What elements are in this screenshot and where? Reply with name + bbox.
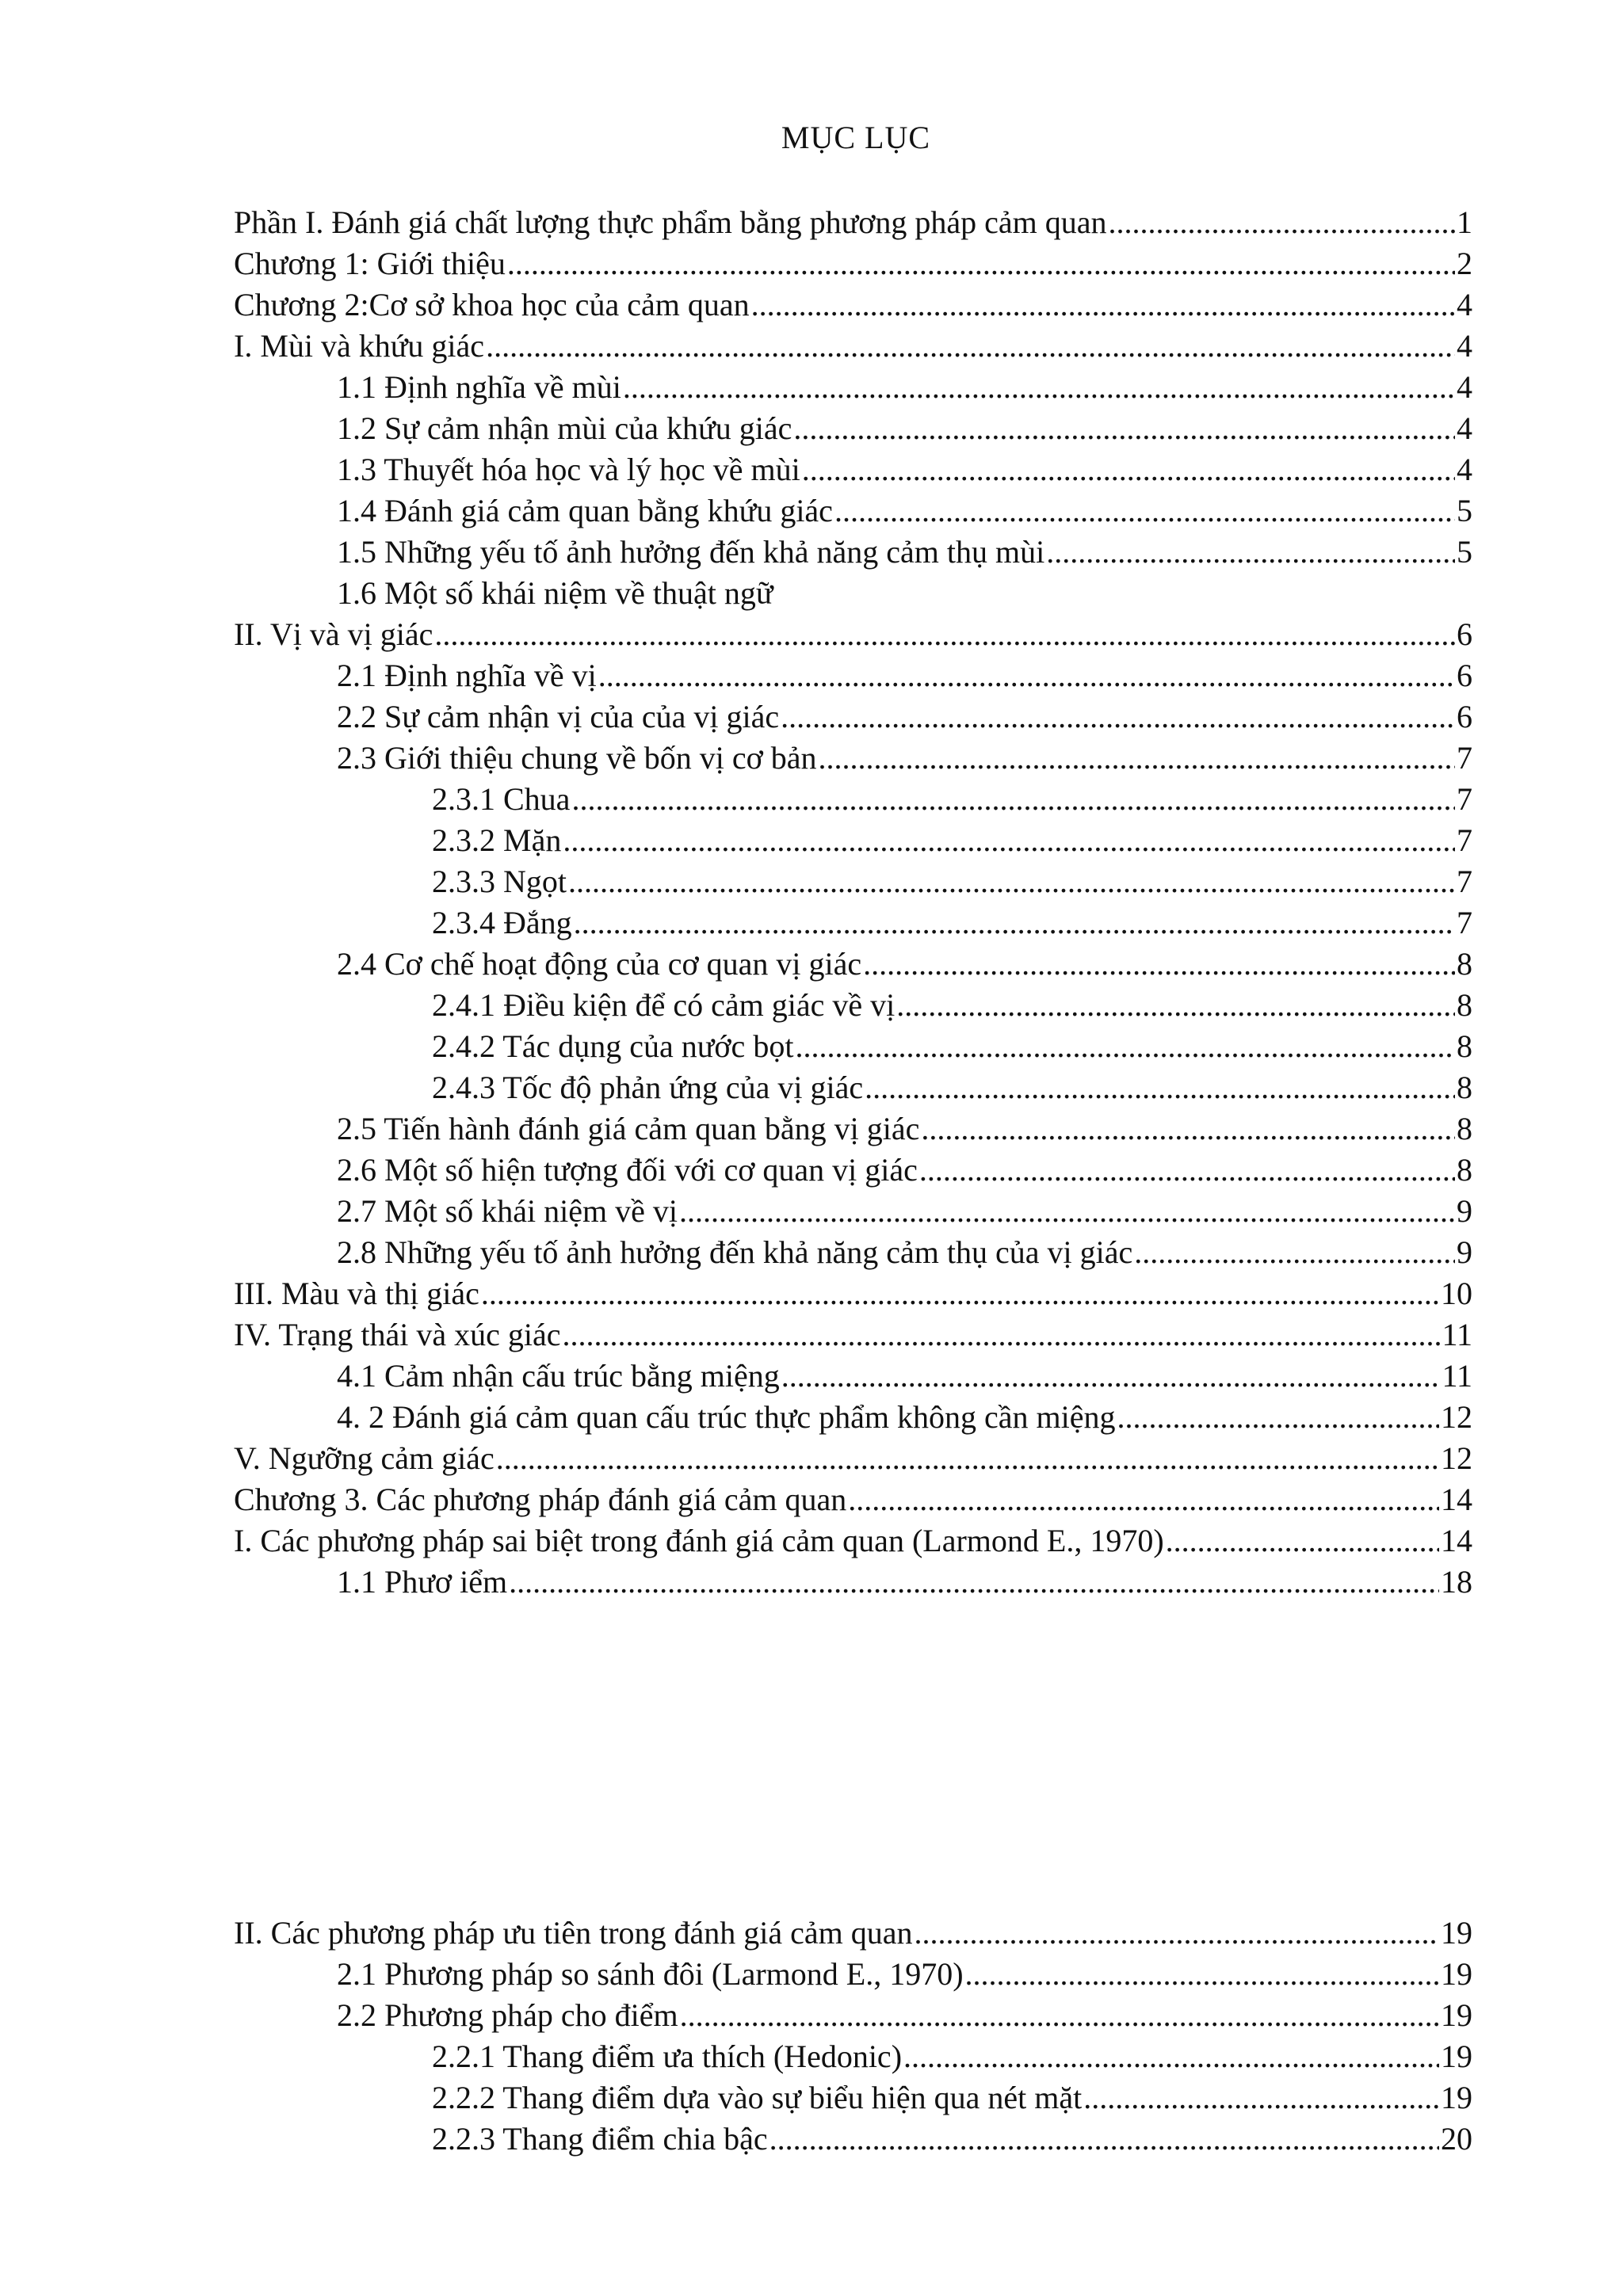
toc-leader-dots bbox=[623, 367, 1455, 408]
toc-entry[interactable] bbox=[234, 1562, 1472, 1603]
toc-entry-label: Phần I. Đánh giá chất lượng thực phẩm bằng phương pháp cảm quan bbox=[234, 204, 1107, 240]
toc-entry-label: 2.3.4 Đắng bbox=[432, 905, 572, 940]
toc-entry[interactable] bbox=[234, 1356, 1472, 1397]
toc-entry[interactable] bbox=[234, 1191, 1472, 1232]
toc-block-1 bbox=[234, 202, 1472, 1603]
toc-leader-dots bbox=[434, 614, 1455, 655]
toc-entry-page-number: 14 bbox=[1441, 1482, 1472, 1517]
toc-entry[interactable] bbox=[234, 2077, 1472, 2119]
toc-entry-label: 2.1 Phương pháp so sánh đôi (Larmond E., 1970) bbox=[337, 1956, 964, 1992]
toc-entry-label: II. Các phương pháp ưu tiên trong đánh giá cảm quan bbox=[234, 1915, 913, 1951]
toc-entry-page-number: 12 bbox=[1441, 1399, 1472, 1435]
toc-entry[interactable] bbox=[234, 1913, 1472, 1954]
toc-entry-label: I. Các phương pháp sai biệt trong đánh giá cảm quan (Larmond E., 1970) bbox=[234, 1523, 1164, 1558]
toc-entry-page-number: 12 bbox=[1441, 1440, 1472, 1476]
toc-entry-label: Chương 2:Cơ sở khoa học của cảm quan bbox=[234, 287, 750, 322]
toc-leader-dots bbox=[679, 1191, 1455, 1232]
toc-entry-page-number: 7 bbox=[1457, 740, 1472, 776]
toc-entry[interactable] bbox=[234, 1108, 1472, 1150]
toc-leader-dots bbox=[965, 1954, 1439, 1995]
toc-entry-page-number: 7 bbox=[1457, 864, 1472, 899]
toc-entry[interactable] bbox=[234, 326, 1472, 367]
toc-entry-page-number: 8 bbox=[1457, 987, 1472, 1023]
toc-entry-page-number: 7 bbox=[1457, 822, 1472, 858]
toc-leader-dots bbox=[680, 1995, 1439, 2036]
toc-entry-page-number: 14 bbox=[1441, 1523, 1472, 1558]
toc-entry[interactable] bbox=[234, 1067, 1472, 1108]
toc-entry-label: 2.2.2 Thang điểm dựa vào sự biểu hiện qua nét mặt bbox=[432, 2080, 1083, 2115]
toc-leader-dots bbox=[795, 1026, 1455, 1067]
toc-leader-dots bbox=[496, 1438, 1439, 1479]
toc-entry[interactable] bbox=[234, 779, 1472, 820]
toc-leader-dots bbox=[1109, 202, 1455, 243]
toc-entry[interactable] bbox=[234, 944, 1472, 985]
toc-entry[interactable] bbox=[234, 1150, 1472, 1191]
toc-entry-page-number: 4 bbox=[1457, 369, 1472, 405]
toc-entry-page-number: 19 bbox=[1441, 2080, 1472, 2115]
toc-entry-label: 2.3.2 Mặn bbox=[432, 822, 562, 858]
toc-leader-dots bbox=[563, 1314, 1441, 1356]
toc-leader-dots bbox=[1117, 1397, 1439, 1438]
toc-entry-page-number: 10 bbox=[1441, 1276, 1472, 1311]
toc-entry-label: 1.1 Định nghĩa về mùi bbox=[337, 369, 621, 405]
toc-block-2 bbox=[234, 1913, 1472, 2160]
toc-entry-label: 2.1 Định nghĩa về vị bbox=[337, 658, 597, 693]
toc-entry[interactable] bbox=[234, 1397, 1472, 1438]
toc-entry-page-number: 6 bbox=[1457, 616, 1472, 652]
toc-entry[interactable] bbox=[234, 284, 1472, 326]
toc-entry-label: 1.3 Thuyết hóa học và lý học về mùi bbox=[337, 452, 800, 487]
toc-entry-label: 1.4 Đánh giá cảm quan bằng khứu giác bbox=[337, 493, 833, 528]
toc-entry-label: 1.2 Sự cảm nhận mùi của khứu giác bbox=[337, 410, 792, 446]
toc-leader-dots bbox=[1166, 1520, 1439, 1562]
toc-entry-page-number: 8 bbox=[1457, 1152, 1472, 1188]
toc-entry-label: 2.3.3 Ngọt bbox=[432, 864, 567, 899]
toc-entry-label: IV. Trạng thái và xúc giác bbox=[234, 1317, 561, 1352]
toc-leader-dots bbox=[793, 408, 1455, 449]
toc-leader-dots bbox=[802, 449, 1455, 490]
toc-entry-page-number: 2 bbox=[1457, 246, 1472, 281]
toc-entry[interactable] bbox=[234, 2036, 1472, 2077]
toc-entry[interactable] bbox=[234, 367, 1472, 408]
toc-entry[interactable] bbox=[234, 408, 1472, 449]
toc-entry[interactable] bbox=[234, 696, 1472, 738]
toc-leader-dots bbox=[903, 2036, 1439, 2077]
toc-entry-label: 1.6 Một số khái niệm về thuật ngữ bbox=[337, 575, 773, 611]
toc-entry[interactable] bbox=[234, 1314, 1472, 1356]
toc-entry-page-number: 18 bbox=[1441, 1564, 1472, 1600]
toc-entry-page-number: 5 bbox=[1457, 493, 1472, 528]
toc-leader-dots bbox=[781, 696, 1455, 738]
page-title: MỤC LỤC bbox=[781, 120, 931, 155]
toc-leader-dots bbox=[863, 944, 1455, 985]
toc-entry-page-number: 4 bbox=[1457, 452, 1472, 487]
toc-entry-label: 2.8 Những yếu tố ảnh hưởng đến khả năng cảm thụ của vị giác bbox=[337, 1234, 1133, 1270]
toc-entry[interactable] bbox=[234, 1520, 1472, 1562]
toc-entry[interactable] bbox=[234, 1438, 1472, 1479]
toc-leader-dots bbox=[769, 2119, 1439, 2160]
toc-entry-label: 2.4.2 Tác dụng của nước bọt bbox=[432, 1028, 794, 1064]
toc-entry[interactable] bbox=[234, 614, 1472, 655]
toc-entry-label: 2.2.3 Thang điểm chia bậc bbox=[432, 2121, 768, 2157]
toc-entry-page-number: 11 bbox=[1442, 1358, 1472, 1394]
toc-leader-dots bbox=[865, 1067, 1455, 1108]
toc-entry[interactable] bbox=[234, 243, 1472, 284]
toc-entry-label: 2.5 Tiến hành đánh giá cảm quan bằng vị giác bbox=[337, 1111, 920, 1146]
toc-entry-page-number: 9 bbox=[1457, 1193, 1472, 1229]
toc-entry-page-number: 19 bbox=[1441, 1956, 1472, 1992]
toc-entry[interactable] bbox=[234, 820, 1472, 861]
toc-leader-dots bbox=[1134, 1232, 1455, 1273]
toc-entry[interactable] bbox=[234, 1479, 1472, 1520]
toc-entry[interactable] bbox=[234, 449, 1472, 490]
toc-entry-label: 4. 2 Đánh giá cảm quan cấu trúc thực phẩm không cần miệng bbox=[337, 1399, 1116, 1435]
toc-leader-dots bbox=[915, 1913, 1439, 1954]
toc-entry[interactable] bbox=[234, 532, 1472, 573]
toc-entry-label: I. Mùi và khứu giác bbox=[234, 328, 485, 364]
toc-entry[interactable] bbox=[234, 1954, 1472, 1995]
toc-entry-label: 2.4.1 Điều kiện để có cảm giác về vị bbox=[432, 987, 896, 1023]
toc-entry[interactable] bbox=[234, 1995, 1472, 2036]
toc-entry-page-number: 4 bbox=[1457, 328, 1472, 364]
toc-leader-dots bbox=[896, 985, 1455, 1026]
toc-entry[interactable] bbox=[234, 202, 1472, 243]
toc-leader-dots bbox=[819, 738, 1455, 779]
toc-entry-label: 2.3.1 Chua bbox=[432, 781, 571, 817]
toc-entry-label: 1.5 Những yếu tố ảnh hưởng đến khả năng cảm thụ mùi bbox=[337, 534, 1045, 570]
toc-entry-label: 2.2 Sự cảm nhận vị của của vị giác bbox=[337, 699, 780, 734]
toc-entry-page-number: 4 bbox=[1457, 410, 1472, 446]
toc-entry-page-number: 8 bbox=[1457, 946, 1472, 982]
toc-entry-label: V. Ngưỡng cảm giác bbox=[234, 1440, 495, 1476]
toc-entry[interactable] bbox=[234, 1232, 1472, 1273]
toc-entry-page-number: 19 bbox=[1441, 1997, 1472, 2033]
toc-leader-dots bbox=[598, 655, 1455, 696]
toc-leader-dots bbox=[1083, 2077, 1439, 2119]
toc-entry-label: 2.7 Một số khái niệm về vị bbox=[337, 1193, 678, 1229]
toc-entry-page-number: 6 bbox=[1457, 699, 1472, 734]
toc-entry-label: 2.6 Một số hiện tượng đối với cơ quan vị giác bbox=[337, 1152, 918, 1188]
toc-leader-dots bbox=[486, 326, 1455, 367]
toc-entry-page-number: 4 bbox=[1457, 287, 1472, 322]
toc-entry-label: 4.1 Cảm nhận cấu trúc bằng miệng bbox=[337, 1358, 780, 1394]
toc-leader-dots bbox=[563, 820, 1455, 861]
toc-entry[interactable] bbox=[234, 573, 1472, 614]
toc-entry-label: 2.4.3 Tốc độ phản ứng của vị giác bbox=[432, 1070, 864, 1105]
toc-leader-dots bbox=[781, 1356, 1441, 1397]
toc-leader-dots bbox=[571, 779, 1455, 820]
toc-leader-dots bbox=[507, 243, 1455, 284]
toc-entry-label: 2.3 Giới thiệu chung về bốn vị cơ bản bbox=[337, 740, 817, 776]
toc-entry-page-number: 19 bbox=[1441, 1915, 1472, 1951]
toc-leader-dots bbox=[1046, 532, 1455, 573]
toc-leader-dots bbox=[919, 1150, 1455, 1191]
toc-leader-dots bbox=[574, 902, 1455, 944]
toc-entry-label: Chương 1: Giới thiệu bbox=[234, 246, 506, 281]
toc-entry[interactable] bbox=[234, 738, 1472, 779]
toc-entry-page-number: 8 bbox=[1457, 1028, 1472, 1064]
toc-leader-dots bbox=[568, 861, 1455, 902]
toc-entry-page-number: 7 bbox=[1457, 905, 1472, 940]
toc-entry-page-number: 7 bbox=[1457, 781, 1472, 817]
toc-entry-label: II. Vị và vị giác bbox=[234, 616, 433, 652]
toc-entry-page-number: 9 bbox=[1457, 1234, 1472, 1270]
toc-entry-page-number: 8 bbox=[1457, 1070, 1472, 1105]
toc-leader-dots bbox=[509, 1562, 1439, 1603]
toc-entry[interactable] bbox=[234, 2119, 1472, 2160]
toc-entry-page-number: 6 bbox=[1457, 658, 1472, 693]
toc-entry-page-number: 19 bbox=[1441, 2039, 1472, 2074]
toc-entry[interactable] bbox=[234, 985, 1472, 1026]
toc-entry[interactable] bbox=[234, 861, 1472, 902]
toc-leader-dots bbox=[834, 490, 1455, 532]
toc-entry[interactable] bbox=[234, 1026, 1472, 1067]
toc-entry[interactable] bbox=[234, 1273, 1472, 1314]
toc-entry-page-number: 8 bbox=[1457, 1111, 1472, 1146]
toc-entry-page-number: 20 bbox=[1441, 2121, 1472, 2157]
toc-entry-page-number: 11 bbox=[1442, 1317, 1472, 1352]
toc-entry[interactable] bbox=[234, 490, 1472, 532]
toc-entry-page-number: 5 bbox=[1457, 534, 1472, 570]
toc-leader-dots bbox=[848, 1479, 1439, 1520]
toc-entry-label: 2.4 Cơ chế hoạt động của cơ quan vị giác bbox=[337, 946, 862, 982]
toc-entry-page-number: 1 bbox=[1457, 204, 1472, 240]
toc-entry-label: 2.2 Phương pháp cho điểm bbox=[337, 1997, 678, 2033]
toc-entry-label: Chương 3. Các phương pháp đánh giá cảm quan bbox=[234, 1482, 847, 1517]
toc-entry-label: 1.1 Phươ iểm bbox=[337, 1564, 508, 1600]
toc-entry-label: III. Màu và thị giác bbox=[234, 1276, 479, 1311]
toc-leader-dots bbox=[921, 1108, 1455, 1150]
toc-entry-label: 2.2.1 Thang điểm ưa thích (Hedonic) bbox=[432, 2039, 903, 2074]
toc-entry[interactable] bbox=[234, 655, 1472, 696]
toc-leader-dots bbox=[481, 1273, 1439, 1314]
toc-entry[interactable] bbox=[234, 902, 1472, 944]
toc-leader-dots bbox=[751, 284, 1455, 326]
